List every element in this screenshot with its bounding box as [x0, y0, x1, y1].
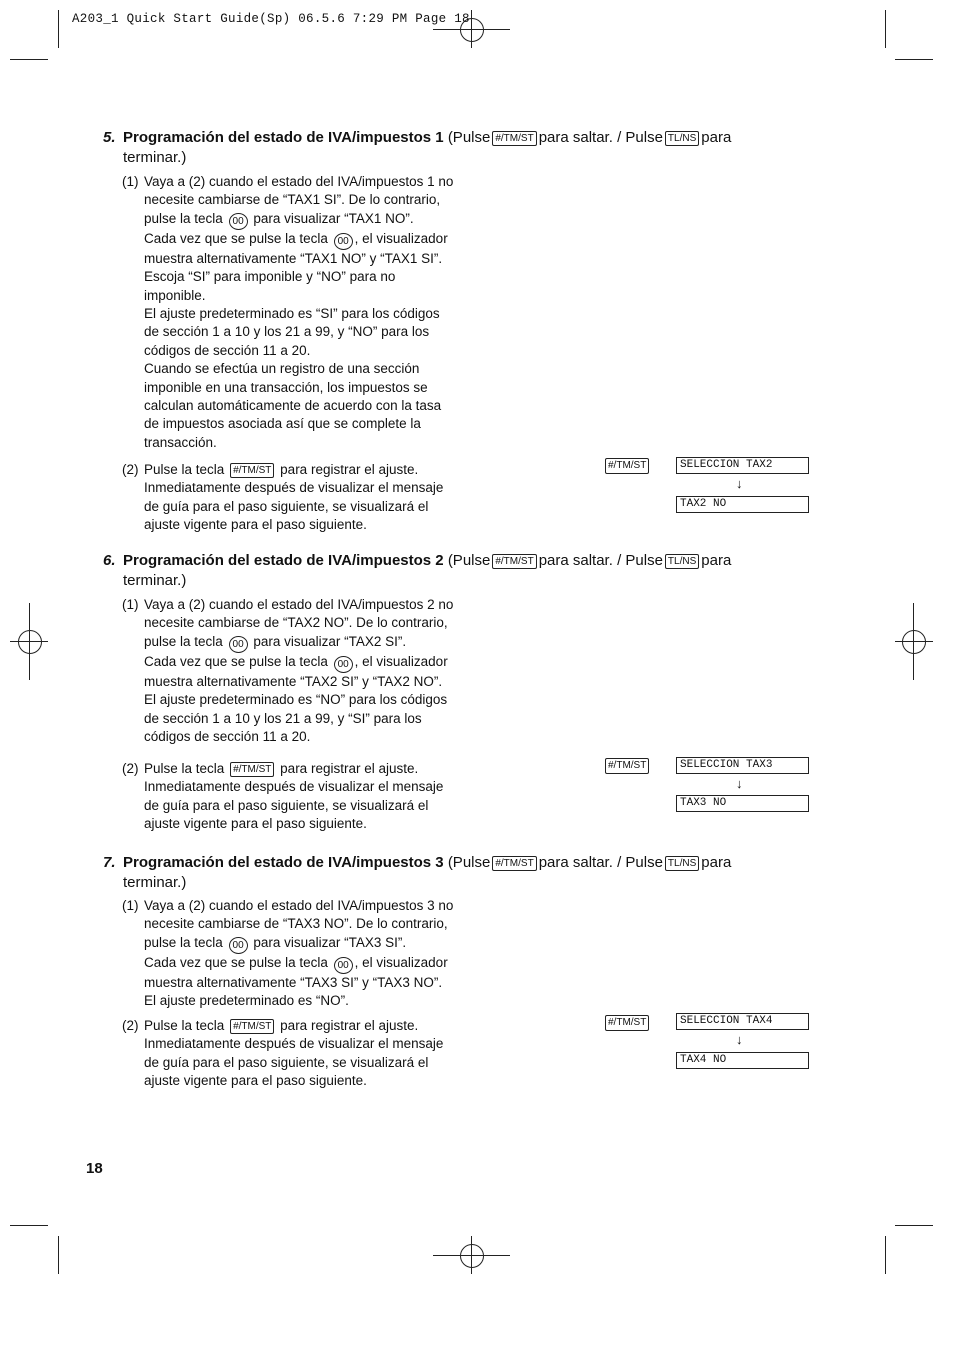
subtotal-key-icon: #/TM/ST: [492, 856, 536, 871]
tlns-key-icon: TL/NS: [665, 856, 699, 871]
section-7-title: 7. Programación del estado de IVA/impuestos 3 (Pulse #/TM/ST para saltar. / Pulse TL/NS para terminar.): [103, 854, 732, 891]
subtotal-key-icon: #/TM/ST: [605, 458, 649, 474]
section-5-title: 5. Programación del estado de IVA/impuestos 1 (Pulse #/TM/ST para saltar. / Pulse TL/NS para terminar.): [103, 129, 732, 166]
double-zero-key-icon: 00: [229, 636, 248, 653]
down-arrow-icon: ↓: [736, 776, 743, 791]
subtotal-key-icon: #/TM/ST: [492, 554, 536, 569]
subtotal-key-icon: #/TM/ST: [605, 1015, 649, 1031]
section-6-step-2: (2) Pulse la tecla #/TM/ST para registrar el ajuste. Inmediatamente después de visualizar el mensaje de guía para el paso siguiente, se visualizará el ajuste vigente para el paso siguiente.: [122, 761, 444, 832]
display-line-2: TAX3 NO: [676, 795, 809, 812]
down-arrow-icon: ↓: [736, 1032, 743, 1047]
subtotal-key-icon: #/TM/ST: [230, 463, 274, 478]
double-zero-key-icon: 00: [229, 213, 248, 230]
section-5-step-2: (2) Pulse la tecla #/TM/ST para registrar el ajuste. Inmediatamente después de visualizar el mensaje de guía para el paso siguiente, se visualizará el ajuste vigente para el paso siguiente.: [122, 462, 444, 533]
section-6-step-1: (1) Vaya a (2) cuando el estado del IVA/impuestos 2 no necesite cambiarse de “TAX2 NO”. De lo contrario, pulse la tecla 00 para visualizar “TAX2 SI”. Cada vez que se pulse la tecla 00 , el visualizador muestra alternativamente “TAX2 SI” y “TAX2 NO”. El ajuste predeterminado es “NO” para los códigos de sección 1 a 10 y los 21 a 99, y “SI” para los códigos de sección 11 a 20.: [122, 597, 454, 745]
tlns-key-icon: TL/NS: [665, 554, 699, 569]
subtotal-key-icon: #/TM/ST: [230, 1019, 274, 1034]
print-header: A203_1 Quick Start Guide(Sp) 06.5.6 7:29 PM Page 18: [72, 12, 470, 26]
down-arrow-icon: ↓: [736, 476, 743, 491]
section-7-step-2: (2) Pulse la tecla #/TM/ST para registrar el ajuste. Inmediatamente después de visualizar el mensaje de guía para el paso siguiente, se visualizará el ajuste vigente para el paso siguiente.: [122, 1018, 444, 1089]
double-zero-key-icon: 00: [334, 656, 353, 673]
display-line-1: SELECCION TAX4: [676, 1013, 809, 1030]
double-zero-key-icon: 00: [334, 957, 353, 974]
double-zero-key-icon: 00: [229, 937, 248, 954]
section-5-step-1: (1) Vaya a (2) cuando el estado del IVA/impuestos 1 no necesite cambiarse de “TAX1 SI”. De lo contrario, pulse la tecla 00 para visualizar “TAX1 NO”. Cada vez que se pulse la tecla 00 , el visualizador muestra alternativamente “TAX1 NO” y “TAX1 SI”. Escoja “SI” para imponible y “NO” para no imponible. El ajuste predeterminado es “SI” para los códigos de sección 1 a 10 y los 21 a 99, y “NO” para los códigos de sección 11 a 20. Cuando se efectúa un registro de una sección imponible en una transacción, los impuestos se calculan automáticamente de acuerdo con la tasa de impuestos asociada así que se complete la transacción.: [122, 174, 454, 450]
display-line-2: TAX4 NO: [676, 1052, 809, 1069]
double-zero-key-icon: 00: [334, 233, 353, 250]
display-line-1: SELECCION TAX2: [676, 457, 809, 474]
display-line-2: TAX2 NO: [676, 496, 809, 513]
display-line-1: SELECCION TAX3: [676, 757, 809, 774]
subtotal-key-icon: #/TM/ST: [492, 131, 536, 146]
subtotal-key-icon: #/TM/ST: [605, 758, 649, 774]
tlns-key-icon: TL/NS: [665, 131, 699, 146]
subtotal-key-icon: #/TM/ST: [230, 762, 274, 777]
section-7-step-1: (1) Vaya a (2) cuando el estado del IVA/impuestos 3 no necesite cambiarse de “TAX3 NO”. De lo contrario, pulse la tecla 00 para visualizar “TAX3 SI”. Cada vez que se pulse la tecla 00 , el visualizador muestra alternativamente “TAX3 SI” y “TAX3 NO”. El ajuste predeterminado es “NO”.: [122, 898, 454, 1009]
section-6-title: 6. Programación del estado de IVA/impuestos 2 (Pulse #/TM/ST para saltar. / Pulse TL/NS para terminar.): [103, 552, 732, 589]
page-number: 18: [86, 1160, 103, 1177]
